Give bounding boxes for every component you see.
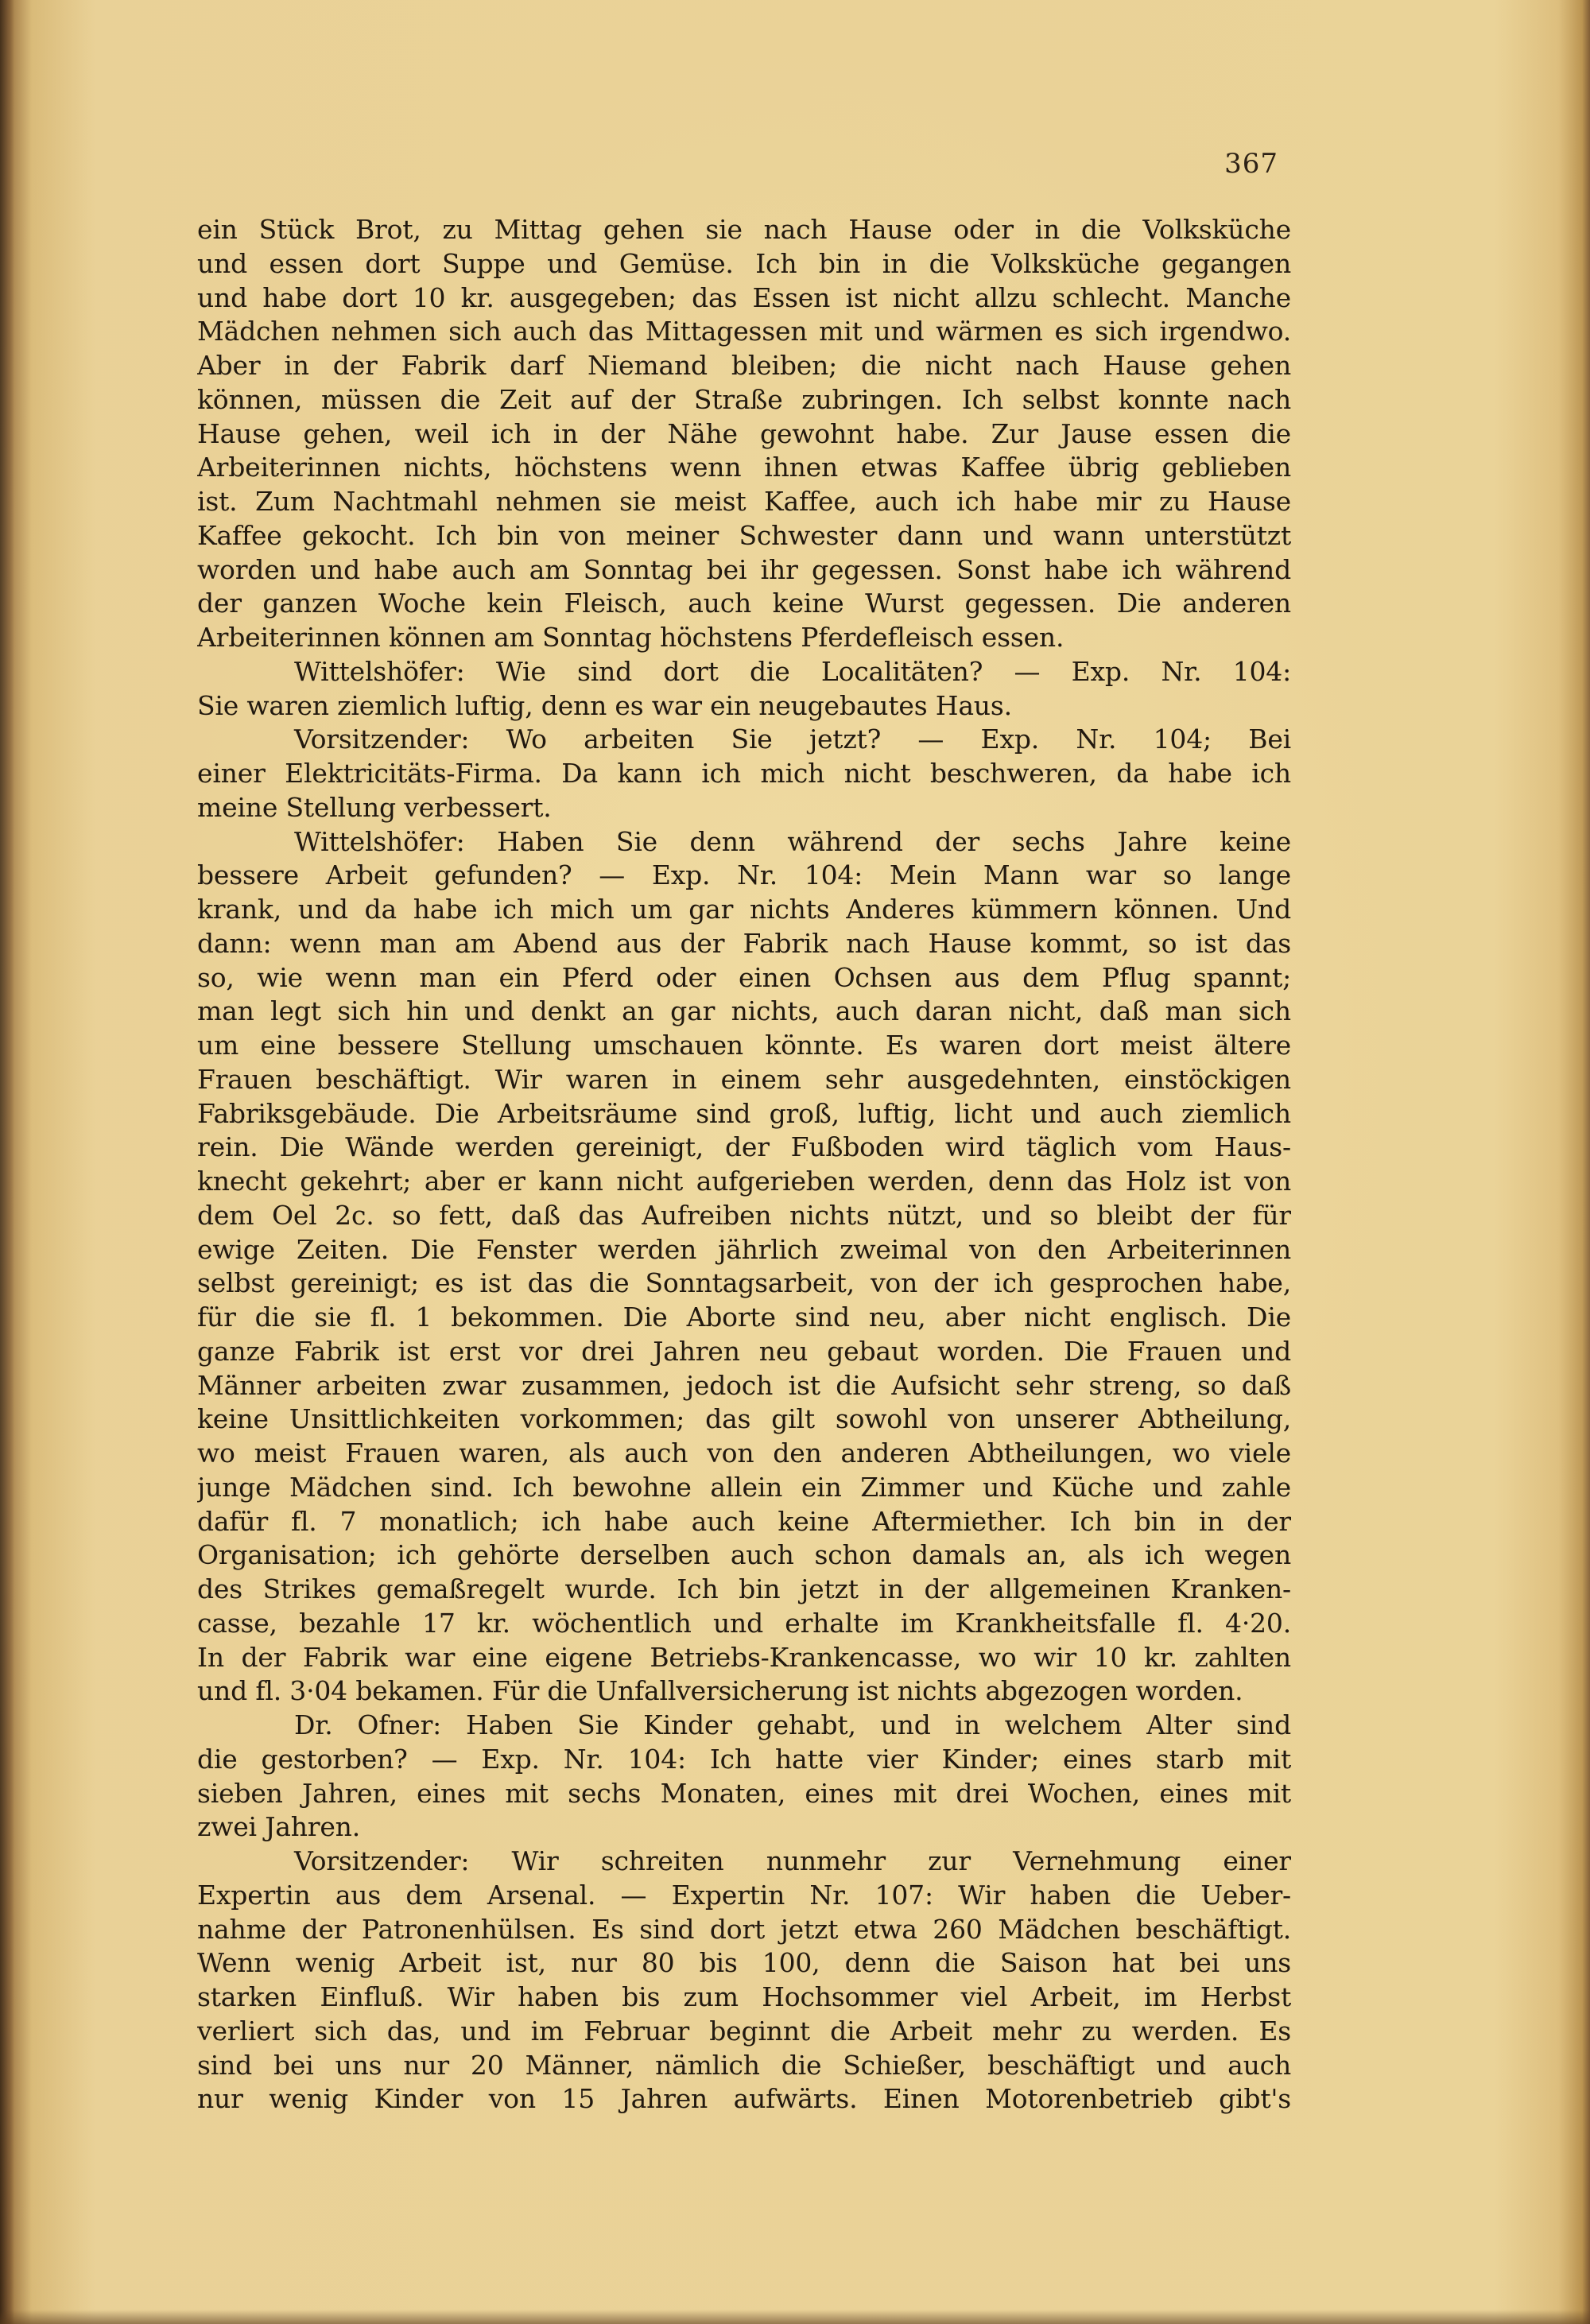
text-line: für die sie fl. 1 bekommen. Die Aborte sind neu, aber nicht englisch. Die [197,1302,1291,1333]
page-bottom-edge [0,2310,1590,2324]
text-line: zwei Jahren. [197,1811,361,1843]
text-line: dafür fl. 7 monatlich; ich habe auch keine Aftermiether. Ich bin in der [197,1505,1291,1537]
text-line: Dr. Ofner: Haben Sie Kinder gehabt, und in welchem Alter sind [294,1709,1291,1740]
text-line: so, wie wenn man ein Pferd oder einen Ochsen aus dem Pflug spannt; [197,961,1291,993]
text-line: Mädchen nehmen sich auch das Mittagessen mit und wärmen es sich irgendwo. [197,316,1291,347]
text-line: Organisation; ich gehörte derselben auch schon damals an, als ich wegen [197,1539,1291,1571]
text-line: nahme der Patronenhülsen. Es sind dort jetzt etwa 260 Mädchen beschäftigt. [197,1913,1291,1945]
text-line: keine Unsittlichkeiten vorkommen; das gilt sowohl von unserer Abtheilung, [197,1403,1291,1435]
body-text [197,213,1291,2116]
text-line: knecht gekehrt; aber er kann nicht aufgerieben werden, denn das Holz ist von [197,1166,1291,1197]
text-line: Vorsitzender: Wir schreiten nunmehr zur Vernehmung einer [294,1845,1291,1876]
text-line: man legt sich hin und denkt an gar nichts, auch daran nicht, daß man sich [197,995,1291,1027]
text-line: Arbeiterinnen nichts, höchstens wenn ihnen etwas Kaffee übrig geblieben [197,452,1291,483]
text-line: ist. Zum Nachtmahl nehmen sie meist Kaffee, auch ich habe mir zu Hause [197,486,1291,517]
text-line: Wenn wenig Arbeit ist, nur 80 bis 100, denn die Saison hat bei uns [197,1947,1291,1979]
text-line: Fabriksgebäude. Die Arbeitsräume sind groß, luftig, licht und auch ziemlich [197,1097,1291,1129]
text-line: ein Stück Brot, zu Mittag gehen sie nach Hause oder in die Volksküche [197,214,1291,245]
text-line: Aber in der Fabrik darf Niemand bleiben; die nicht nach Hause gehen [197,350,1291,381]
text-line: Arbeiterinnen können am Sonntag höchstens Pferdefleisch essen. [197,622,1065,653]
text-line: meine Stellung verbessert. [197,791,552,823]
text-line: selbst gereinigt; es ist das die Sonntagsarbeit, von der ich gesprochen habe, [197,1267,1291,1299]
text-line: starken Einfluß. Wir haben bis zum Hochsommer viel Arbeit, im Herbst [197,1981,1291,2012]
text-line: Hause gehen, weil ich in der Nähe gewohnt habe. Zur Jause essen die [197,417,1291,449]
text-line: und fl. 3·04 bekamen. Für die Unfallversicherung ist nichts abgezogen worden. [197,1675,1243,1707]
text-line: nur wenig Kinder von 15 Jahren aufwärts. Einen Motorenbetrieb gibt's [197,2083,1291,2115]
text-line: In der Fabrik war eine eigene Betriebs-Krankencasse, wo wir 10 kr. zahlten [197,1641,1291,1673]
text-line: krank, und da habe ich mich um gar nichts Anderes kümmern können. Und [197,894,1291,925]
text-line: dem Oel 2c. so fett, daß das Aufreiben nichts nützt, und so bleibt der für [197,1199,1291,1231]
text-line: sieben Jahren, eines mit sechs Monaten, eines mit drei Wochen, eines mit [197,1777,1291,1809]
text-line: rein. Die Wände werden gereinigt, der Fußboden wird täglich vom Haus- [197,1131,1291,1163]
text-line: Sie waren ziemlich luftig, denn es war ein neugebautes Haus. [197,689,1012,721]
text-line: der ganzen Woche kein Fleisch, auch keine Wurst gegessen. Die anderen [197,588,1291,619]
text-line: Frauen beschäftigt. Wir waren in einem sehr ausgedehnten, einstöckigen [197,1063,1291,1095]
text-line: des Strikes gemaßregelt wurde. Ich bin jetzt in der allgemeinen Kranken- [197,1573,1291,1604]
page-number: 367 [1224,148,1278,180]
text-line: bessere Arbeit gefunden? — Exp. Nr. 104: Mein Mann war so lange [197,859,1291,891]
text-line: Expertin aus dem Arsenal. — Expertin Nr. 107: Wir haben die Ueber- [197,1879,1291,1911]
text-line: ganze Fabrik ist erst vor drei Jahren neu gebaut worden. Die Frauen und [197,1335,1291,1367]
text-line: sind bei uns nur 20 Männer, nämlich die Schießer, beschäftigt und auch [197,2049,1291,2081]
text-line: können, müssen die Zeit auf der Straße zubringen. Ich selbst konnte nach [197,383,1291,415]
text-line: ewige Zeiten. Die Fenster werden jährlich zweimal von den Arbeiterinnen [197,1233,1291,1265]
text-line: um eine bessere Stellung umschauen könnte. Es waren dort meist ältere [197,1030,1291,1061]
text-line: Männer arbeiten zwar zusammen, jedoch ist die Aufsicht sehr streng, so daß [197,1369,1291,1401]
text-line: und habe dort 10 kr. ausgegeben; das Essen ist nicht allzu schlecht. Manche [197,281,1291,313]
text-line: dann: wenn man am Abend aus der Fabrik nach Hause kommt, so ist das [197,927,1291,959]
text-line: einer Elektricitäts-Firma. Da kann ich mich nicht beschweren, da habe ich [197,758,1291,789]
text-line: wo meist Frauen waren, als auch von den anderen Abtheilungen, wo viele [197,1437,1291,1469]
text-line: Wittelshöfer: Haben Sie denn während der sechs Jahre keine [294,825,1291,857]
text-line: casse, bezahle 17 kr. wöchentlich und erhalte im Krankheitsfalle fl. 4·20. [197,1607,1291,1639]
text-line: und essen dort Suppe und Gemüse. Ich bin in die Volksküche gegangen [197,247,1291,279]
text-line: Wittelshöfer: Wie sind dort die Localitäten? — Exp. Nr. 104: [294,655,1291,687]
text-line: Kaffee gekocht. Ich bin von meiner Schwester dann und wann unterstützt [197,519,1291,551]
text-line: verliert sich das, und im Februar beginnt die Arbeit mehr zu werden. Es [197,2015,1291,2047]
text-line: Vorsitzender: Wo arbeiten Sie jetzt? — Exp. Nr. 104; Bei [294,724,1291,755]
text-line: die gestorben? — Exp. Nr. 104: Ich hatte vier Kinder; eines starb mit [197,1743,1291,1775]
text-line: junge Mädchen sind. Ich bewohne allein ein Zimmer und Küche und zahle [197,1471,1291,1503]
text-line: worden und habe auch am Sonntag bei ihr gegessen. Sonst habe ich während [197,553,1291,585]
